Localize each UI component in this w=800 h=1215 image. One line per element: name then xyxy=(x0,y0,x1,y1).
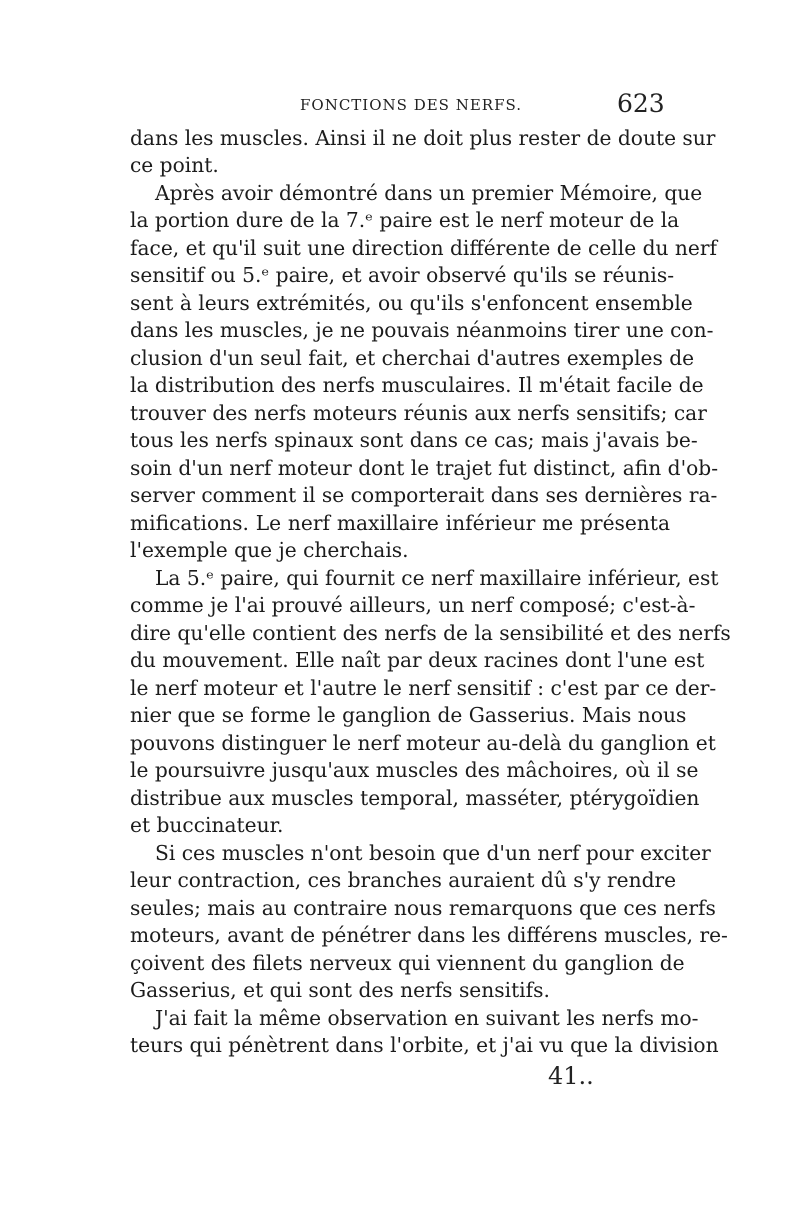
text-line: le poursuivre jusqu'aux muscles des mâchoires, où il se xyxy=(130,758,699,782)
text-line: et buccinateur. xyxy=(130,813,284,837)
text-line: sent à leurs extrémités, ou qu'ils s'enfoncent ensemble xyxy=(130,291,693,315)
text-line: sensitif ou 5.ᵉ paire, et avoir observé qu'ils se réunis- xyxy=(130,263,675,287)
text-line: dans les muscles, je ne pouvais néanmoins tirer une con- xyxy=(130,318,714,342)
text-line: Gasserius, et qui sont des nerfs sensitifs. xyxy=(130,978,550,1002)
paragraph-first-line: La 5.ᵉ paire, qui fournit ce nerf maxillaire inférieur, est xyxy=(155,566,719,590)
text-line: server comment il se comporterait dans ses dernières ra- xyxy=(130,483,718,507)
text-line: teurs qui pénètrent dans l'orbite, et j'ai vu que la division xyxy=(130,1033,719,1057)
paragraph-first-line: Si ces muscles n'ont besoin que d'un nerf pour exciter xyxy=(155,841,711,865)
text-line: pouvons distinguer le nerf moteur au-delà du ganglion et xyxy=(130,731,716,755)
running-title: FONCTIONS DES NERFS. xyxy=(300,96,523,114)
paragraph-first-line: Après avoir démontré dans un premier Mémoire, que xyxy=(155,181,703,205)
signature-mark: 41.. xyxy=(548,1062,594,1090)
text-line: la distribution des nerfs musculaires. Il m'était facile de xyxy=(130,373,704,397)
text-line: trouver des nerfs moteurs réunis aux nerfs sensitifs; car xyxy=(130,401,707,425)
text-line: soin d'un nerf moteur dont le trajet fut distinct, afin d'ob- xyxy=(130,456,719,480)
text-line: dire qu'elle contient des nerfs de la sensibilité et des nerfs xyxy=(130,621,731,645)
text-line: distribue aux muscles temporal, masséter, ptérygoïdien xyxy=(130,786,700,810)
text-line: seules; mais au contraire nous remarquons que ces nerfs xyxy=(130,896,716,920)
text-line: la portion dure de la 7.ᵉ paire est le nerf moteur de la xyxy=(130,208,680,232)
text-line: çoivent des filets nerveux qui viennent du ganglion de xyxy=(130,951,685,975)
text-line: dans les muscles. Ainsi il ne doit plus rester de doute sur xyxy=(130,126,716,150)
text-line: mifications. Le nerf maxillaire inférieur me présenta xyxy=(130,511,670,535)
text-line: clusion d'un seul fait, et cherchai d'autres exemples de xyxy=(130,346,695,370)
page-number: 623 xyxy=(617,89,665,118)
text-line: tous les nerfs spinaux sont dans ce cas; mais j'avais be- xyxy=(130,428,698,452)
text-line: du mouvement. Elle naît par deux racines dont l'une est xyxy=(130,648,705,672)
text-line: comme je l'ai prouvé ailleurs, un nerf composé; c'est-à- xyxy=(130,593,696,617)
text-line: leur contraction, ces branches auraient dû s'y rendre xyxy=(130,868,677,892)
text-line: face, et qu'il suit une direction différente de celle du nerf xyxy=(130,236,717,260)
text-line: l'exemple que je cherchais. xyxy=(130,538,409,562)
text-line: nier que se forme le ganglion de Gasserius. Mais nous xyxy=(130,703,687,727)
paragraph-first-line: J'ai fait la même observation en suivant les nerfs mo- xyxy=(155,1006,699,1030)
text-line: le nerf moteur et l'autre le nerf sensitif : c'est par ce der- xyxy=(130,676,717,700)
text-line: moteurs, avant de pénétrer dans les différens muscles, re- xyxy=(130,923,728,947)
text-line: ce point. xyxy=(130,153,219,177)
